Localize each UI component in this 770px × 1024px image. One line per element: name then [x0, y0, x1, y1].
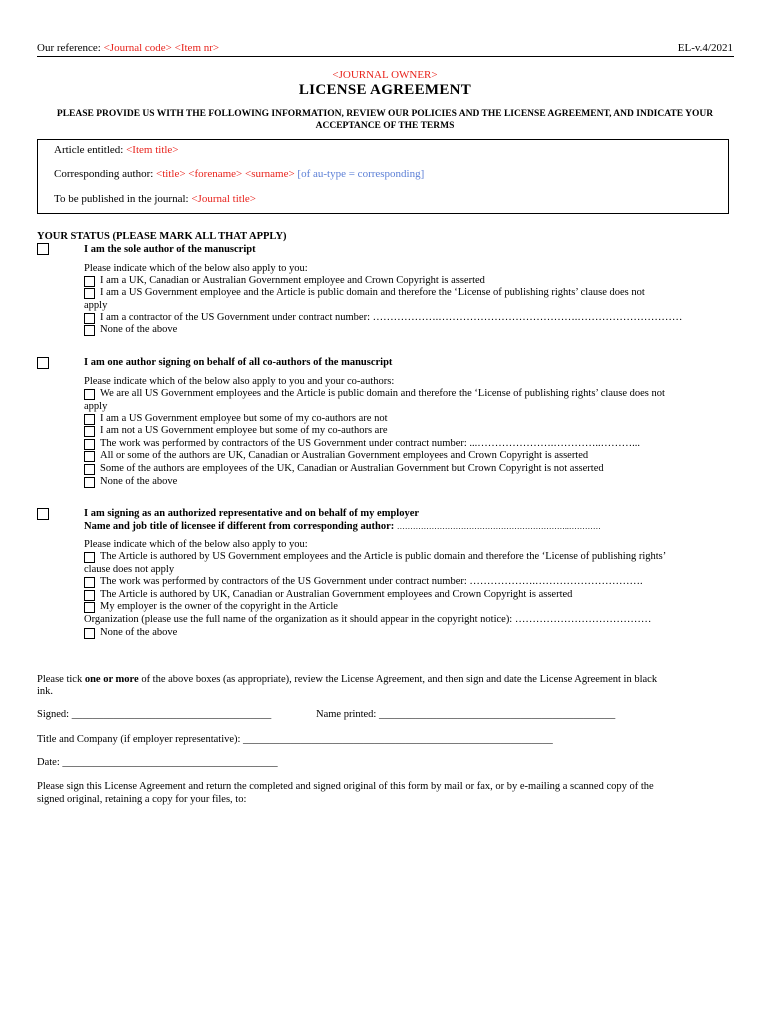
licensee-name-label: Name and job title of licensee if different from corresponding author: [84, 521, 395, 532]
instructions-after: of the above boxes (as appropriate), review the License Agreement, and then sign and date the License Agreement in black [138, 674, 658, 685]
option2-item1: We are all US Government employees and the Article is public domain and therefore the ‘License of publishing rights’ clause does not [100, 388, 665, 399]
option2-item5-checkbox[interactable] [84, 451, 95, 462]
title-company-field[interactable]: Title and Company (if employer representative): ___________________________________________________________ [37, 734, 553, 745]
option1-item1: I am a UK, Canadian or Australian Government employee and Crown Copyright is asserted [100, 275, 485, 286]
option2-item3-checkbox[interactable] [84, 426, 95, 437]
option3-item3-checkbox[interactable] [84, 590, 95, 601]
option3-item1: The Article is authored by US Government employees and the Article is public domain and therefore the ‘License of publishing rights’ [100, 551, 667, 562]
instructions-line2: ink. [37, 686, 54, 697]
option3-item4: My employer is the owner of the copyright in the Article [100, 601, 338, 612]
option1-item2-cont: apply [84, 300, 108, 311]
licensee-name-field[interactable]: ………………………………………………………..………… [396, 522, 601, 531]
signed-field[interactable]: Signed: ______________________________________ [37, 709, 272, 720]
option2-item2-checkbox[interactable] [84, 414, 95, 425]
option1-prompt: Please indicate which of the below also apply to you: [84, 263, 308, 274]
article-label: Article entitled: [54, 144, 124, 156]
co-author-checkbox[interactable] [37, 357, 49, 369]
option2-item6-checkbox[interactable] [84, 464, 95, 475]
sole-author-label: I am the sole author of the manuscript [84, 244, 256, 255]
option2-item5: All or some of the authors are UK, Canadian or Australian Government employees and Crown Copyright is asserted [100, 450, 589, 461]
journal-line [54, 193, 256, 205]
option2-item2: I am a US Government employee but some of my co-authors are not [100, 413, 388, 424]
journal-value: <Journal title> [191, 193, 256, 205]
journal-owner: <JOURNAL OWNER> [332, 69, 438, 81]
option2-item1-cont: apply [84, 401, 108, 412]
option3-item1-cont: clause does not apply [84, 564, 175, 575]
co-author-label: I am one author signing on behalf of all co-authors of the manuscript [84, 357, 393, 368]
option3-prompt: Please indicate which of the below also apply to you: [84, 539, 308, 550]
author-note: [of au-type = corresponding] [297, 168, 425, 180]
option1-item1-checkbox[interactable] [84, 276, 95, 287]
option1-item4-checkbox[interactable] [84, 325, 95, 336]
option1-item3-checkbox[interactable] [84, 313, 95, 324]
document-title: LICENSE AGREEMENT [298, 82, 472, 98]
corresponding-author-line [54, 168, 424, 180]
status-heading: YOUR STATUS (PLEASE MARK ALL THAT APPLY) [37, 231, 287, 242]
option2-item7: None of the above [100, 476, 178, 487]
page-header [37, 42, 733, 56]
journal-label: To be published in the journal: [54, 193, 189, 205]
option3-item6-checkbox[interactable] [84, 628, 95, 639]
reference-label: Our reference: [37, 42, 101, 54]
option3-item6: None of the above [100, 627, 178, 638]
option1-item3: I am a contractor of the US Government under contract number: ……………….………………………………….………………………… [100, 312, 683, 323]
version-label: EL-v.4/2021 [677, 42, 733, 54]
option2-item4: The work was performed by contractors of the US Government under contract number: ...………………….…………..………... [100, 438, 641, 449]
author-label: Corresponding author: [54, 168, 154, 180]
instructions-line1 [37, 673, 657, 686]
option1-item2: I am a US Government employee and the Article is public domain and therefore the ‘License of publishing rights’ clause does not [100, 287, 645, 298]
document-subtitle: PLEASE PROVIDE US WITH THE FOLLOWING INFORMATION, REVIEW OUR POLICIES AND THE LICENSE AGREEMENT, AND INDICATE YOUR ACCEPTANCE OF THE TERMS [56, 109, 714, 131]
article-info-box [37, 139, 729, 214]
return-instructions-line1: Please sign this License Agreement and return the completed and signed original of this form by mail or fax, or by e-mailing a scanned copy of the [37, 781, 654, 792]
option2-item3: I am not a US Government employee but some of my co-authors are [100, 425, 388, 436]
option2-item1-checkbox[interactable] [84, 389, 95, 400]
option3-item4-checkbox[interactable] [84, 602, 95, 613]
option3-item1-checkbox[interactable] [84, 552, 95, 563]
article-title-line [54, 144, 179, 156]
licensee-name-line [84, 520, 601, 533]
option2-item4-checkbox[interactable] [84, 439, 95, 450]
option2-item6: Some of the authors are employees of the UK, Canadian or Australian Government but Crown Copyright is not asserted [100, 463, 604, 474]
instructions-before: Please tick [37, 674, 85, 685]
reference-code: <Journal code> <Item nr> [103, 42, 220, 54]
employer-rep-label: I am signing as an authorized representative and on behalf of my employer [84, 508, 420, 519]
option3-item3: The Article is authored by UK, Canadian or Australian Government employees and Crown Copyright is asserted [100, 589, 573, 600]
option1-item2-checkbox[interactable] [84, 288, 95, 299]
option3-item2-checkbox[interactable] [84, 577, 95, 588]
instructions-bold: one or more [84, 674, 139, 685]
return-instructions-line2: signed original, retaining a copy for your files, to: [37, 794, 247, 805]
option1-item4: None of the above [100, 324, 178, 335]
employer-rep-checkbox[interactable] [37, 508, 49, 520]
date-field[interactable]: Date: _________________________________________ [37, 757, 278, 768]
author-value: <title> <forename> <surname> [156, 168, 295, 180]
header-divider [37, 56, 734, 57]
sole-author-checkbox[interactable] [37, 243, 49, 255]
article-value: <Item title> [126, 144, 179, 156]
organization-line[interactable]: Organization (please use the full name of the organization as it should appear in the copyright notice): ………………………………… [84, 614, 652, 625]
name-printed-field[interactable]: Name printed: _____________________________________________ [316, 709, 616, 720]
option2-prompt: Please indicate which of the below also apply to you and your co-authors: [84, 376, 395, 387]
option3-item2: The work was performed by contractors of the US Government under contract number: ……………….…………………………. [100, 576, 643, 587]
option2-item7-checkbox[interactable] [84, 477, 95, 488]
